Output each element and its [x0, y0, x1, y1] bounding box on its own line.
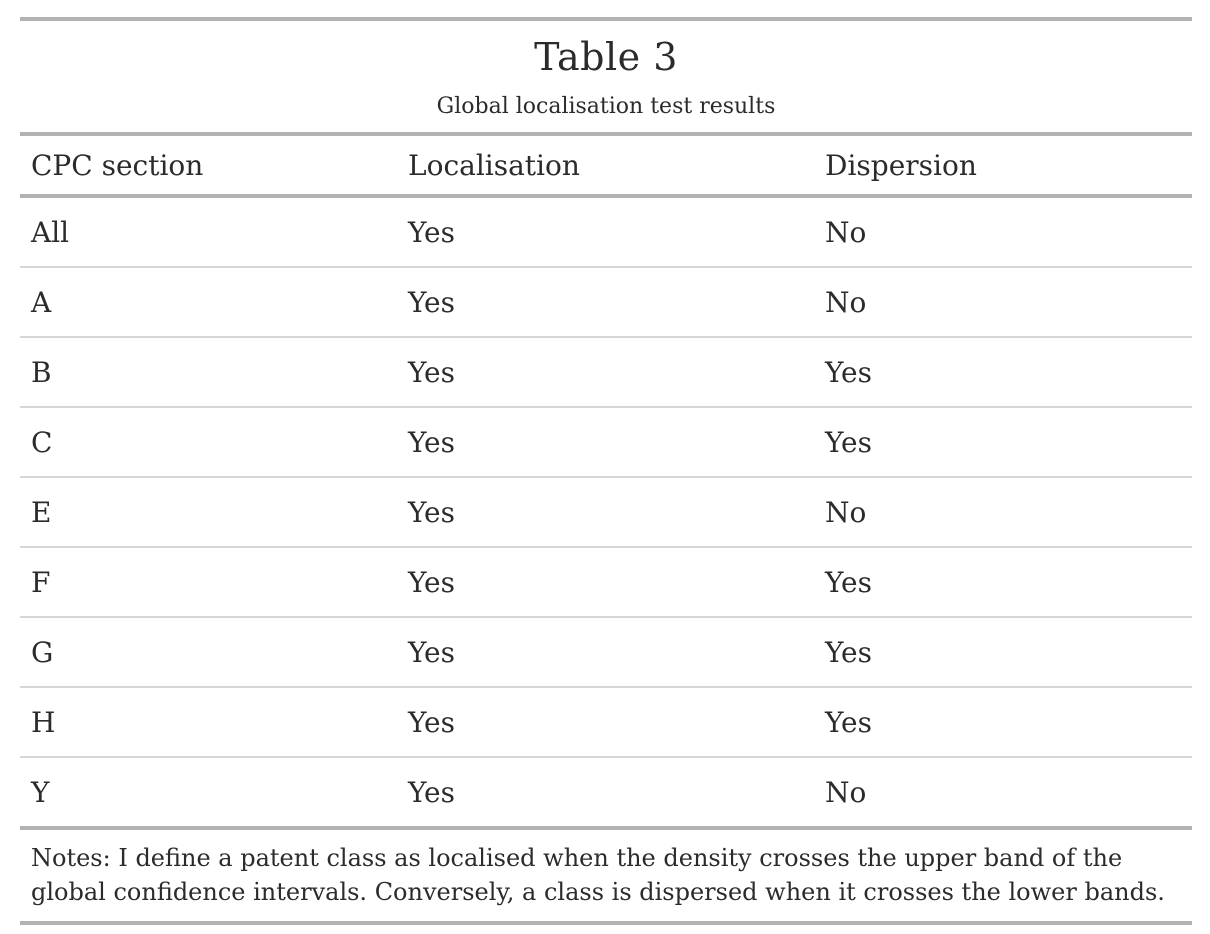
table-title: Table 3 — [534, 35, 678, 79]
table-caption — [20, 21, 1192, 132]
table-row — [20, 408, 1192, 476]
cell-localisation: Yes — [408, 285, 455, 319]
cell-dispersion: Yes — [825, 635, 872, 669]
cell-cpc-section: H — [31, 705, 56, 739]
table-row — [20, 758, 1192, 826]
cell-localisation: Yes — [408, 705, 455, 739]
cell-localisation: Yes — [408, 495, 455, 529]
cell-cpc-section: Y — [31, 775, 50, 809]
cell-dispersion: No — [825, 215, 867, 249]
cell-dispersion: Yes — [825, 425, 872, 459]
cell-localisation: Yes — [408, 355, 455, 389]
cell-cpc-section: E — [31, 495, 52, 529]
cell-cpc-section: C — [31, 425, 53, 459]
cell-dispersion: Yes — [825, 705, 872, 739]
table-row — [20, 338, 1192, 406]
table-subtitle: Global localisation test results — [436, 94, 776, 119]
cell-dispersion: Yes — [825, 565, 872, 599]
cell-localisation: Yes — [408, 775, 455, 809]
notes-line-1: Notes: I define a patent class as localised when the density crosses the upper band of the — [31, 844, 1123, 872]
table-body — [20, 198, 1192, 826]
column-header-cpc-section: CPC section — [31, 148, 204, 182]
table-row — [20, 478, 1192, 546]
cell-dispersion: No — [825, 285, 867, 319]
cell-localisation: Yes — [408, 215, 455, 249]
cell-cpc-section: A — [31, 285, 52, 319]
cell-cpc-section: All — [31, 215, 70, 249]
cell-localisation: Yes — [408, 635, 455, 669]
cell-dispersion: No — [825, 495, 867, 529]
table-row — [20, 268, 1192, 336]
table-row — [20, 548, 1192, 616]
column-header-localisation: Localisation — [408, 148, 580, 182]
cell-cpc-section: B — [31, 355, 52, 389]
cell-localisation: Yes — [408, 425, 455, 459]
table-row — [20, 618, 1192, 686]
table-header-row — [20, 136, 1192, 194]
bottom-rule — [20, 921, 1192, 925]
results-table — [20, 17, 1192, 925]
table-row — [20, 688, 1192, 756]
notes-line-2: global confidence intervals. Conversely, a class is dispersed when it crosses the lower bands. — [31, 878, 1165, 906]
cell-dispersion: No — [825, 775, 867, 809]
table-notes — [20, 830, 1192, 921]
column-header-dispersion: Dispersion — [825, 148, 977, 182]
cell-localisation: Yes — [408, 565, 455, 599]
cell-cpc-section: G — [31, 635, 54, 669]
table-row — [20, 198, 1192, 266]
cell-dispersion: Yes — [825, 355, 872, 389]
cell-cpc-section: F — [31, 565, 51, 599]
